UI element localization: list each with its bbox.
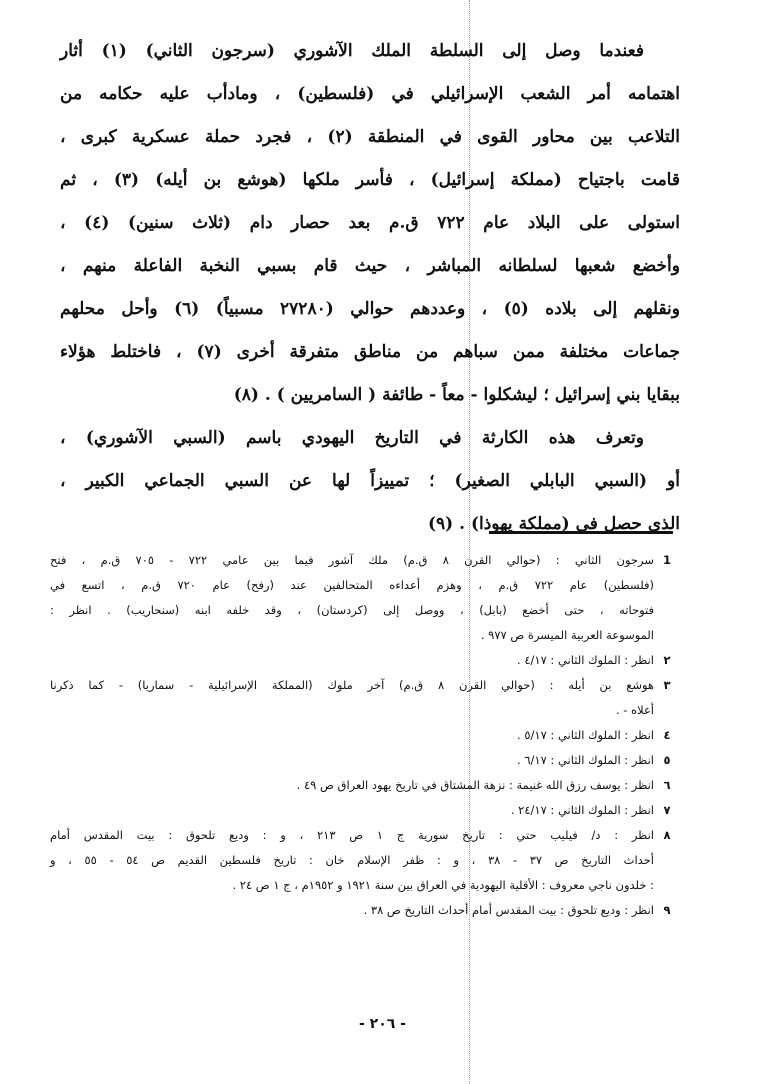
footnote-text [50, 898, 654, 923]
footnote-line: سرجون الثاني : (حوالي القرن ٨ ق.م) ملك آشور فيما بين عامي ٧٢٢ - ٧٠٥ ق.م ، فتح [50, 553, 654, 567]
footnote-line: انظر : د/ فيليب حتي : تاريخ سورية ج ١ ص ٢١٣ ، و : وديع تلحوق : بيت المقدس أمام [50, 828, 655, 842]
text-line: الذي حصل في (مملكة يهوذا) . (٩) [427, 514, 680, 534]
footnote-line: أعلاه - . [615, 703, 654, 717]
text-line: التلاعب بين محاور القوى في المنطقة (٢) ، فجرد حملة عسكرية كبرى ، [60, 127, 680, 147]
footnote-line: انظر : الملوك الثاني : ٤/١٧ . [517, 653, 654, 667]
footnote [50, 723, 680, 748]
footnote [50, 748, 680, 773]
footnote-line: انظر : يوسف رزق الله غنيمة : نزهة المشتاق في تاريخ يهود العراق ص ٤٩ . [296, 778, 654, 792]
footnote-number: ٣ [663, 678, 671, 692]
footnote-line: فتوحاته ، حتى أخضع (بابل) ، ووصل إلى (كردستان) ، وقد خلفه ابنه (سنحاريب) . انظر : [50, 603, 654, 617]
footnote-line: هوشع بن أيله : (حوالي القرن ٨ ق.م) آخر ملوك (المملكة الإسرائيلية - سماريا) - كما ذكرنا [50, 678, 654, 692]
footnote-number: ٢ [663, 653, 671, 667]
footnote [50, 648, 680, 673]
footnote-number: ٤ [663, 728, 671, 742]
text-line: جماعات مختلفة ممن سباهم من مناطق متفرقة أخرى (٧) ، فاختلط هؤلاء [60, 342, 680, 362]
text-line: استولى على البلاد عام ٧٢٢ ق.م بعد حصار دام (ثلاث سنين) (٤) ، [60, 213, 680, 233]
footnote-number: ٦ [663, 778, 671, 792]
footnote [50, 773, 680, 798]
text-line: فعندما وصل إلى السلطة الملك الآشوري (سرجون الثاني) (١) أثار [60, 41, 645, 61]
footnote-number: ٧ [663, 803, 671, 817]
footnote [50, 823, 680, 898]
footnote-text [50, 673, 654, 723]
footnote-text [50, 823, 654, 898]
text-line: وتعرف هذه الكارثة في التاريخ اليهودي باسم (السبي الآشوري) ، [60, 428, 644, 448]
footnote-line: انظر : الملوك الثاني : ٦/١٧ . [517, 753, 654, 767]
footnote-line: (فلسطين) عام ٧٢٢ ق.م ، وهزم أعداءه المتحالفين عند (رفح) عام ٧٢٠ ق.م ، اتسع في [50, 578, 654, 592]
footnote-text [50, 748, 654, 773]
text-line: قامت باجتياح (مملكة إسرائيل) ، فأسر ملكها (هوشع بن أيله) (٣) ، ثم [60, 170, 680, 190]
text-line: وأخضع شعبها لسلطانه المباشر ، حيث قام بسبي النخبة الفاعلة منهم ، [60, 256, 680, 276]
text-line: أو (السبي البابلي الصغير) ؛ تمييزاً لها عن السبي الجماعي الكبير ، [60, 471, 680, 491]
main-text [60, 30, 680, 546]
footnote [50, 798, 680, 823]
page-number: - ٢٠٦ - [358, 1016, 406, 1032]
footnote-number: ٨ [663, 828, 671, 842]
footnote-line: انظر : الملوك الثاني : ٢٤/١٧ . [510, 803, 654, 817]
footnote-line: انظر : الملوك الثاني : ٥/١٧ . [517, 728, 654, 742]
footnote-line: أحداث التاريخ ص ٣٧ - ٣٨ ، و : ظفر الإسلام خان : تاريخ فلسطين القديم ص ٥٤ - ٥٥ ، و [50, 853, 654, 867]
footnote-text [50, 723, 654, 748]
footnotes-section [50, 548, 680, 923]
footnote-text [50, 798, 654, 823]
footnote-number: ٩ [663, 903, 671, 917]
paragraph [60, 30, 680, 417]
footnote [50, 898, 680, 923]
footnote-separator [489, 531, 673, 534]
text-line: اهتمامه أمر الشعب الإسرائيلي في (فلسطين) ، ومادأب عليه حكامه من [60, 84, 680, 104]
paragraph [60, 417, 680, 546]
text-line: ونقلهم إلى بلاده (٥) ، وعددهم حوالي (٢٧٢٨٠ مسبياً) (٦) وأحل محلهم [60, 299, 680, 319]
footnote [50, 673, 680, 723]
text-line: ببقايا بني إسرائيل ؛ ليشكلوا - معاً - طائفة ( السامريين ) . (٨) [233, 385, 680, 405]
footnote-line: : خلدون ناجي معروف : الأقلية اليهودية في العراق بين سنة ١٩٢١ و ١٩٥٢م ، ج ١ ص ٢٤ . [232, 878, 654, 892]
footnote-text [50, 773, 654, 798]
footnote-line: الموسوعة العربية الميسرة ص ٩٧٧ . [480, 628, 654, 642]
footnote-line: انظر : وديع تلحوق : بيت المقدس أمام أحداث التاريخ ص ٣٨ . [363, 903, 654, 917]
footnote-text [50, 648, 654, 673]
footnote [50, 548, 680, 648]
footnote-number: ٥ [663, 753, 671, 767]
footnote-text [50, 548, 654, 648]
footnote-number: 1 [662, 553, 671, 567]
